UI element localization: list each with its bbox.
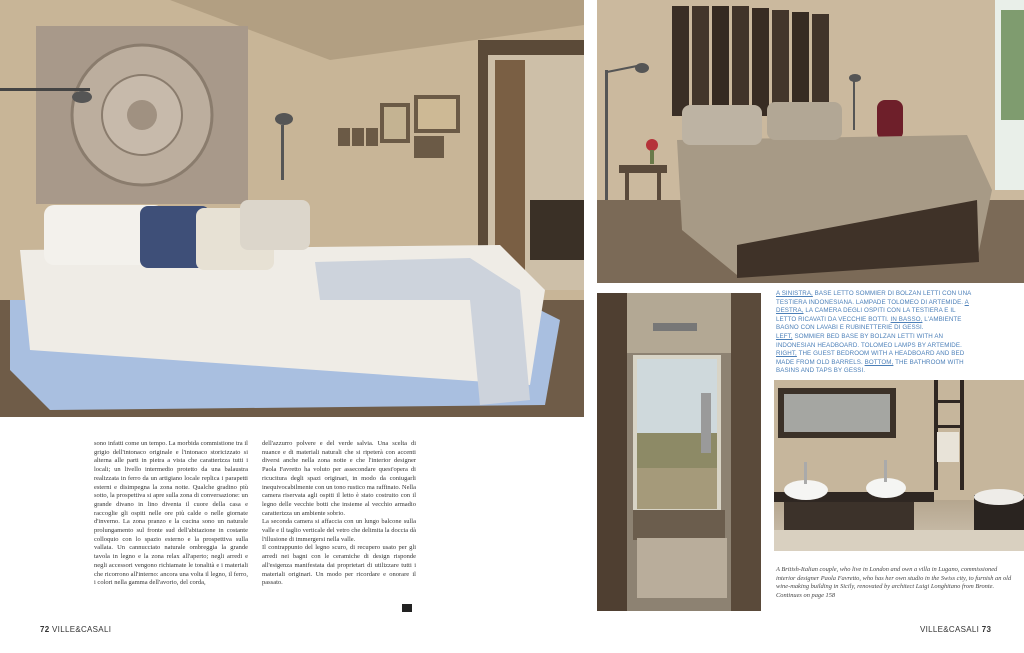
caption-en-bottom: BOTTOM, THE BATHROOM WITH BASINS AND TAPS BY GESSI. xyxy=(776,358,964,375)
caption-it-left: A SINISTRA, BASE LETTO SOMMIER DI BOLZAN LETTI CON UNA TESTIERA INDONESIANA. LAMPADE TOLOMEO DI ARTEMIDE. xyxy=(776,290,972,306)
magazine-name-right: VILLE&CASALI xyxy=(920,625,980,634)
floor-lamp xyxy=(635,63,649,73)
master-bedroom-illustration xyxy=(0,0,584,417)
guest-bedroom-photo xyxy=(597,0,1024,283)
end-mark-icon xyxy=(402,604,412,612)
magazine-name-left: VILLE&CASALI xyxy=(52,625,112,634)
folio-right xyxy=(920,625,991,634)
page-number-left: 72 xyxy=(40,625,50,634)
bathroom-photo xyxy=(774,380,1024,551)
body-paragraph: sono infatti come un tempo. La morbida commistione tra il grigio dell'intonaco originale e l'intonaco storicizzato si alterna alle parti in pietra a vista che caratterizza tutti i locali; un livello intermedio protetto da una balaustra realizzata in ferro da un artigiano locale replica i parapetti esterni e disimpegna la zona notte. Qualche gradino più sotto, la prospettiva si apre sulla zona di conversazione: un grande divano in lino diventa il cuore della casa e raccoglie gli ospiti nelle ore più calde o nelle giornate d'inverno. La zona pranzo e la cucina sono un naturale prolungamento sul fronte sud dell'abitazione in costante colloquio con lo spazio esterno e la prospettiva sulla vallata. Un cannucciato naturale ombreggia la grande tavola in legno e la zona relax all'aperto; negli arredi e negli accessori vengono richiamate le tonalità e i materiali che ricorrono all'interno: ancora una volta il legno, il ferro, i colori nella gamma dell'avorio, del corda, xyxy=(94,440,248,587)
wall-lamp-left xyxy=(72,91,92,103)
body-column-2 xyxy=(262,440,416,620)
continues-note: Continues on page 158 xyxy=(776,591,836,599)
master-bedroom-photo xyxy=(0,0,584,417)
caption-it-bottom: IN BASSO, L'AMBIENTE BAGNO CON LAVABI E RUBINETTERIE DI GESSI. xyxy=(776,315,962,332)
towel xyxy=(937,432,959,462)
guest-bedroom-illustration xyxy=(597,0,1024,283)
body-paragraph: Il contrappunto del legno scuro, di recupero usato per gli arredi nei bagni con le ceramiche di design risponde all'esigenza manifestata dai proprietari di utilizzare tutti i materiali originari. Un modo per ricordare e onorare il passato. xyxy=(262,544,416,587)
shower-window-illustration xyxy=(597,293,761,611)
photo-captions xyxy=(776,290,976,376)
wall-lamp-right xyxy=(275,113,293,125)
caption-it-right: A DESTRA, LA CAMERA DEGLI OSPITI CON LA TESTIERA E IL LETTO RICAVATI DA VECCHIE BOTTI. xyxy=(776,298,969,323)
folio-left xyxy=(40,625,111,634)
shower-window-photo xyxy=(597,293,761,611)
body-paragraph: dell'azzurro polvere e del verde salvia. Una scelta di nuance e di materiali naturali che si ripeterà con accenti diversi anche nella zona notte e che l'interior designer Paola Favretto ha voluto per assecondare quest'opera di ricucitura degli spazi originari, in modo da coniugarli inequivocabilmente con un tono rustico ma raffinato. Nella camera riservata agli ospiti il letto è stato costruito con il legno delle vecchie botti che insieme al vecchio armadio caratterizza un ambiente sobrio. xyxy=(262,440,416,517)
caption-en-left: LEFT, SOMMIER BED BASE BY BOLZAN LETTI WITH AN INDONESIAN HEADBOARD. TOLOMEO LAMPS BY ARTEMIDE. xyxy=(776,332,962,349)
body-column-1 xyxy=(94,440,248,620)
page-number-right: 73 xyxy=(981,625,992,634)
bathroom-illustration xyxy=(774,380,1024,551)
red-chair xyxy=(877,100,903,140)
caption-en-right: RIGHT, THE GUEST BEDROOM WITH A HEADBOARD AND BED MADE FROM OLD BARRELS. xyxy=(776,350,965,366)
english-summary xyxy=(776,566,1016,600)
summary-text: A British-Italian couple, who live in London and own a villa in Lugano, commissioned interior designer Paola Favretto, who has her own studio in the Swiss city, to furnish an old wine-making building in Sicily, renovated by architect Luigi Longhitano from Bronte. xyxy=(776,566,1012,590)
body-paragraph: La seconda camera si affaccia con un lungo balcone sulla valle e il taglio verticale del vetro che delimita la doccia dà l'illusione di immergersi nella valle. xyxy=(262,518,416,543)
